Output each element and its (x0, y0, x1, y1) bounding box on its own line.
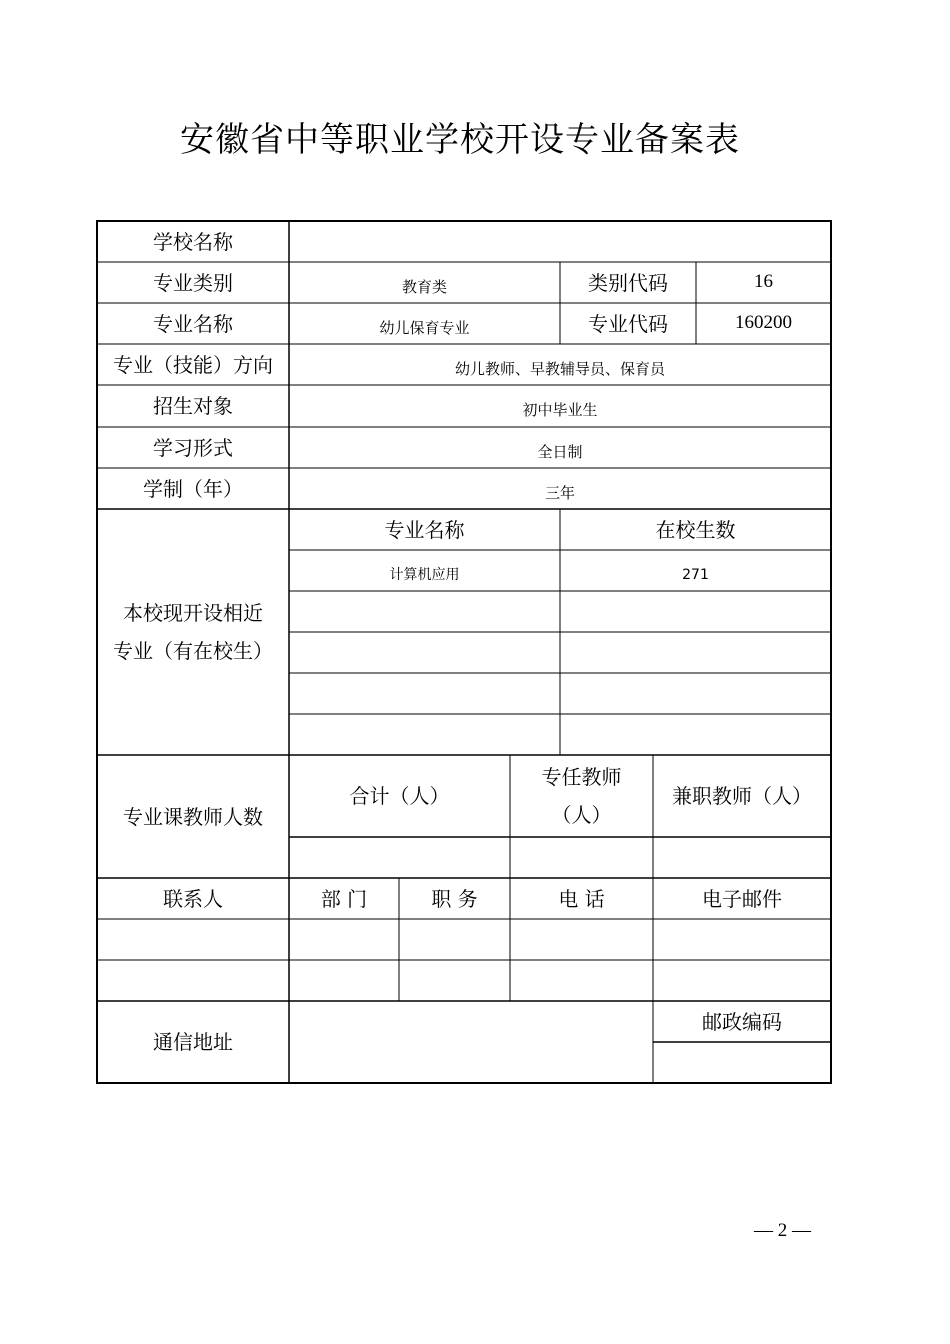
postal-code-label: 邮政编码 (702, 1009, 782, 1034)
major-category-label: 专业类别 (153, 270, 233, 295)
related-item-count-empty[interactable] (560, 591, 831, 632)
school-name-field[interactable] (289, 221, 831, 262)
related-item-name-empty[interactable] (289, 673, 560, 714)
category-code-label: 类别代码 (588, 270, 668, 295)
direction-value[interactable]: 幼儿教师、早教辅导员、保育员 (454, 359, 665, 378)
email-field[interactable] (653, 960, 831, 1001)
position-field[interactable] (399, 960, 510, 1001)
major-category-value[interactable]: 教育类 (401, 277, 447, 296)
related-item-count[interactable]: 271 (682, 566, 709, 583)
address-label: 通信地址 (153, 1030, 233, 1054)
page-number: — 2 — (754, 1220, 811, 1241)
position-header: 职 务 (431, 886, 478, 911)
related-item-name-empty[interactable] (289, 714, 560, 755)
contact-person-field[interactable] (97, 919, 289, 960)
duration-value[interactable]: 三年 (544, 483, 575, 502)
major-code-value[interactable]: 160200 (735, 312, 792, 334)
major-code-label: 专业代码 (588, 311, 668, 336)
department-field[interactable] (289, 960, 399, 1001)
teachers-fulltime-field[interactable] (510, 837, 653, 878)
teachers-fulltime-line2: （人） (551, 803, 612, 827)
phone-header: 电 话 (558, 886, 605, 911)
related-majors-label-line2: 专业（有在校生） (113, 639, 273, 663)
direction-label: 专业（技能）方向 (113, 352, 273, 377)
teachers-label: 专业课教师人数 (123, 804, 263, 829)
related-majors-label (97, 509, 289, 755)
teachers-total-field[interactable] (289, 837, 510, 878)
contact-person-field[interactable] (97, 960, 289, 1001)
page-title: 安徽省中等职业学校开设专业备案表 (180, 120, 740, 160)
email-field[interactable] (653, 919, 831, 960)
related-col-name-header: 专业名称 (384, 517, 465, 542)
address-field[interactable] (289, 1001, 653, 1083)
related-item-name-empty[interactable] (289, 632, 560, 673)
teachers-parttime-field[interactable] (653, 837, 831, 878)
email-header: 电子邮件 (702, 886, 782, 911)
related-item-count-empty[interactable] (560, 714, 831, 755)
related-item-count-empty[interactable] (560, 673, 831, 714)
study-form-value[interactable]: 全日制 (537, 442, 583, 461)
enrollment-value[interactable]: 初中毕业生 (522, 401, 598, 420)
contact-person-header: 联系人 (163, 886, 223, 911)
major-name-label: 专业名称 (153, 311, 233, 336)
enrollment-label: 招生对象 (153, 394, 233, 418)
study-form-label: 学习形式 (153, 435, 233, 460)
postal-code-field[interactable] (653, 1042, 831, 1083)
phone-field[interactable] (510, 919, 653, 960)
related-item-name-empty[interactable] (289, 591, 560, 632)
teachers-parttime-header: 兼职教师（人） (672, 784, 812, 808)
department-field[interactable] (289, 919, 399, 960)
school-name-label: 学校名称 (153, 229, 233, 254)
related-item-name[interactable]: 计算机应用 (389, 566, 460, 583)
position-field[interactable] (399, 919, 510, 960)
department-header: 部 门 (320, 886, 368, 911)
major-name-value[interactable]: 幼儿保育专业 (379, 318, 470, 337)
category-code-value[interactable]: 16 (754, 271, 773, 293)
related-majors-label-line1: 本校现开设相近 (123, 601, 263, 625)
teachers-fulltime-line1: 专任教师 (541, 765, 622, 789)
related-item-count-empty[interactable] (560, 632, 831, 673)
teachers-total-header: 合计（人） (349, 784, 450, 808)
phone-field[interactable] (510, 960, 653, 1001)
related-col-count-header: 在校生数 (655, 517, 736, 542)
teachers-fulltime-header (510, 755, 653, 837)
duration-label: 学制（年） (143, 476, 243, 501)
